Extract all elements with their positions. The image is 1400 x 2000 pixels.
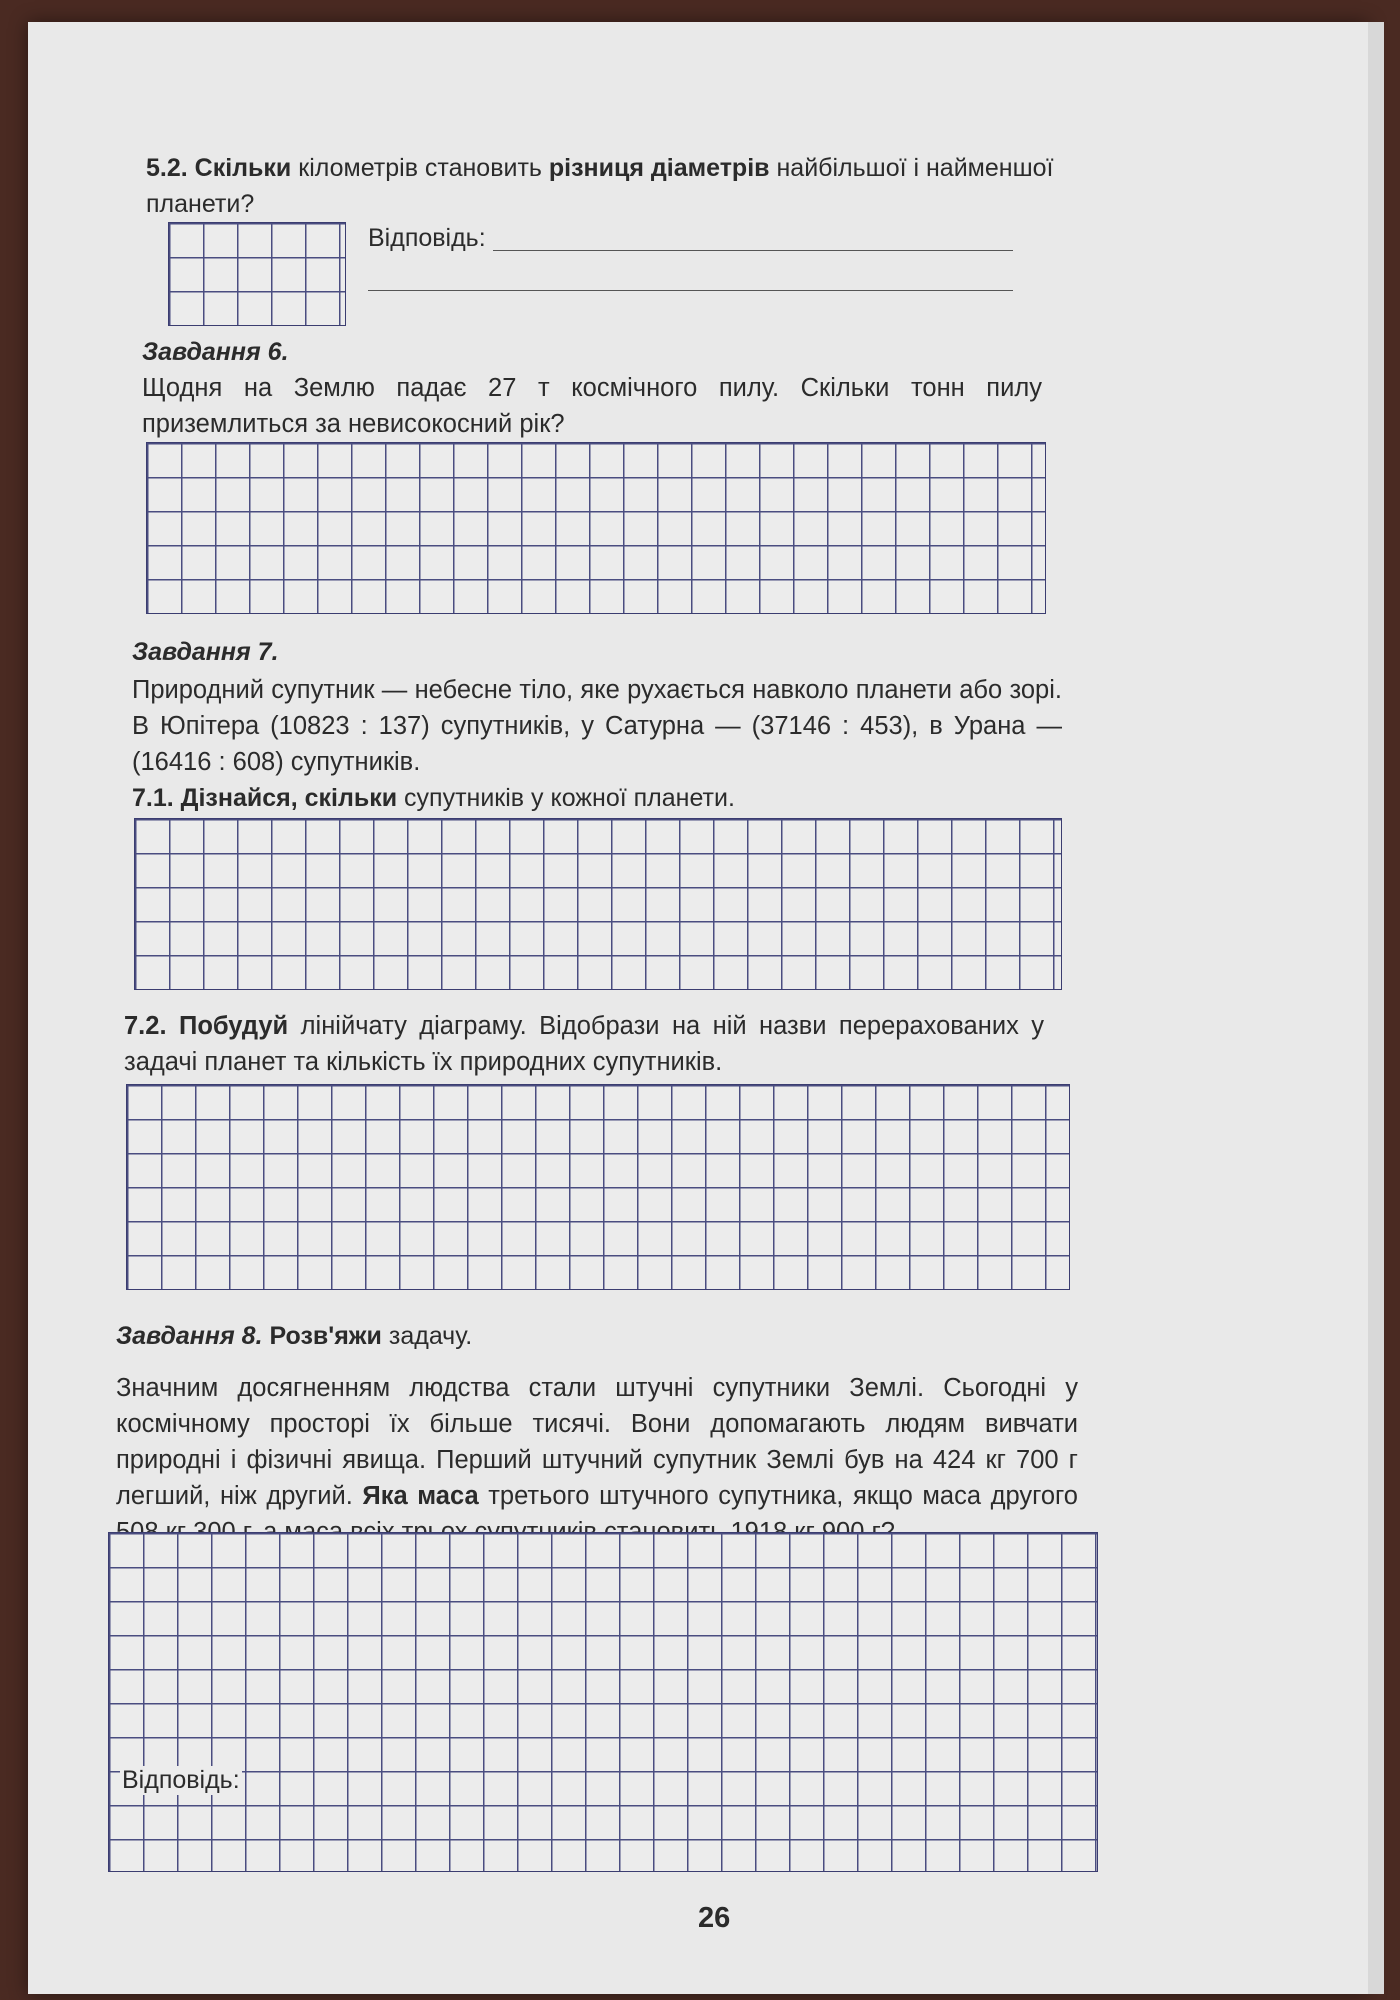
bold-text: різниця діаметрів	[548, 154, 770, 182]
answer-line[interactable]	[493, 250, 1013, 251]
task-number: 7.1.	[132, 784, 174, 812]
task-number: 7.2.	[124, 1012, 167, 1040]
answer-line[interactable]	[368, 290, 1013, 291]
bold-text: Дізнайся, скільки	[180, 784, 398, 812]
answer-label-5-2: Відповідь:	[368, 224, 486, 252]
task-7-heading: Завдання 7.	[132, 638, 279, 666]
text: задачу.	[388, 1322, 473, 1350]
text: найбільшої і найменшої	[776, 154, 1054, 182]
grid-task-7-1[interactable]	[134, 818, 1062, 990]
bold-text: Яка маса	[362, 1482, 479, 1510]
text: кілометрів становить	[298, 154, 542, 182]
task-6-heading: Завдання 6.	[142, 338, 289, 366]
task-8-text	[116, 1370, 1078, 1550]
grid-task-8[interactable]	[108, 1532, 1098, 1872]
text: Значним досягненням людства стали штучні супутники Землі. Сьогодні у космічному просторі їх більше тисячі. Вони допомагають людям вивчати природні і фізичні явища. Перший штучний супутник Землі був на 424 кг 700 г легший, ніж другий.	[116, 1374, 1078, 1510]
task-7-2-text	[124, 1008, 1044, 1080]
task-number: 5.2.	[146, 154, 188, 182]
task-7-text: Природний супутник — небесне тіло, яке рухається навколо планети або зорі. В Юпітера (10823 : 137) супутників, у Сатурна — (37146 : 453), в Урана — (16416 : 608) супутників.	[132, 676, 1062, 776]
task-8-heading: Завдання 8.	[116, 1322, 263, 1350]
answer-label-8: Відповідь:	[122, 1766, 240, 1794]
small-grid-5-2[interactable]	[168, 222, 346, 326]
text: третього штучного супутника, якщо маса другого	[488, 1482, 1078, 1510]
page-number: 26	[698, 1902, 731, 1934]
task-6-text: Щодня на Землю падає 27 т космічного пилу. Скільки тонн пилу приземлиться за невисокосний рік?	[142, 374, 1042, 438]
text: супутників у кожної планети.	[404, 784, 735, 812]
bold-text: Побудуй	[178, 1012, 289, 1040]
workbook-page	[28, 22, 1368, 1994]
bold-text: Скільки	[194, 154, 292, 182]
text: лінійчату діаграму. Відобрази на ній назви перерахованих у задачі планет та кількість їх природних супутників.	[124, 1012, 1044, 1076]
task-7-1-title	[132, 780, 735, 816]
grid-task-7-2[interactable]	[126, 1084, 1070, 1290]
task-5-2-line2: планети?	[146, 190, 255, 218]
bold-text: Розв'яжи	[269, 1322, 382, 1350]
task-5-2-line1	[146, 150, 1053, 186]
grid-task-6[interactable]	[146, 442, 1046, 614]
task-8-heading-line	[116, 1318, 472, 1354]
